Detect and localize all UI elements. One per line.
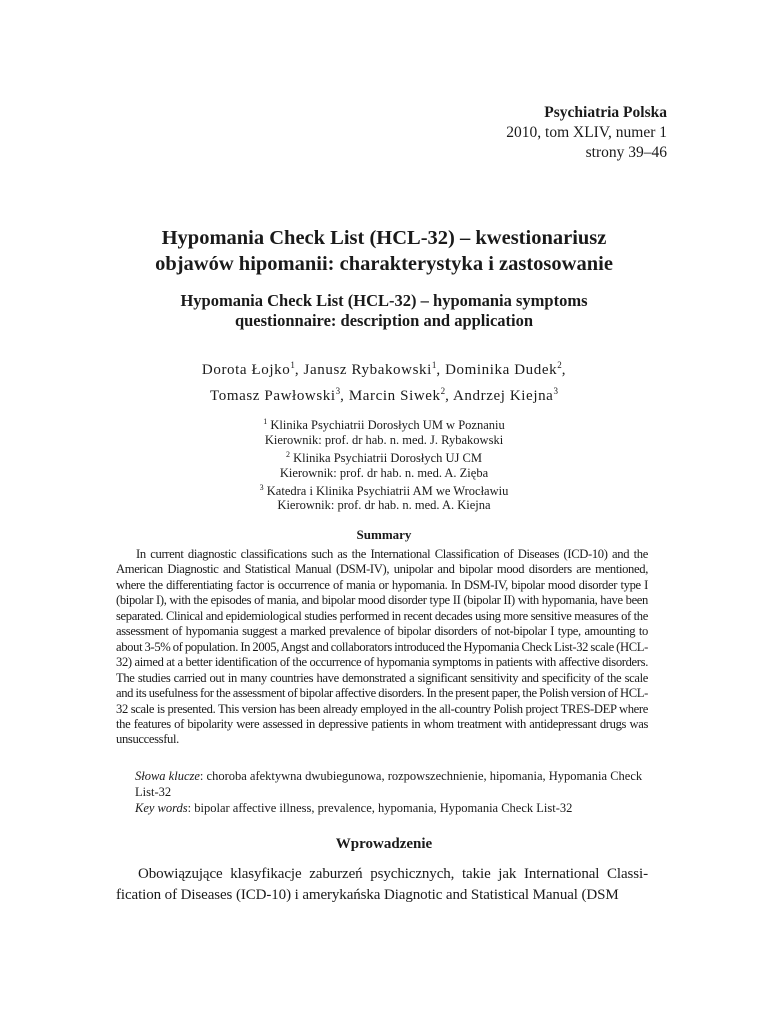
keywords-polish-label: Słowa klucze: [135, 769, 200, 783]
journal-info: [506, 103, 667, 163]
keywords-english-label: Key words: [135, 801, 188, 816]
affiliation-text: Kierownik: prof. dr hab. n. med. A. Kiejna: [277, 498, 491, 513]
author-affiliation-mark: 2: [440, 386, 446, 396]
summary-text: In current diagnostic classifications such as the International Classification of Diseases (ICD-10) and the American Diagnostic and Statistical Manual (DSM-IV), unipolar and bipolar mood disorders are mentioned, where the differentiating factor is occurrence of mania or hypomania. In DSM-IV, bipolar mood disorder type I (bipolar I), with the episodes of mania, and bipolar mood disorder type II (bipolar II) with hypomania, have been separated. Clinical and epidemiological studies performed in recent decades using more sensitive measures of the assessment of hypomania suggest a marked prevalence of bipolar disorders of not-bipolar I type, amounting to about 3-5% of population. In 2005, Angst and collaborators introduced the Hypomania Check List-32 scale (HCL-32) aimed at a better identification of the occurrence of hypomania symptoms in patients with affective disorders. The studies carried out in many countries have demonstrated a significant sensitivity and specificity of the scale and its usefulness for the assessment of bipolar affective disorders. In the present paper, the Polish version of HCL-32 scale is presented. This version has been already employed in the all-country Polish project TRES-DEP where the features of bipolarity were assessed in depressive patients in whom treatment with antidepressant drugs was unsuccessful.: [116, 547, 648, 747]
affiliation-text: Kierownik: prof. dr hab. n. med. A. Zięba: [279, 465, 489, 480]
affiliation-mark: 3: [259, 482, 264, 492]
section-heading: Wprowadzenie: [335, 836, 433, 852]
keywords-polish-text: : choroba afektywna dwubiegunowa, rozpowszechnienie, hipomania, Hypomania Check List-32: [135, 769, 643, 800]
author-name: Tomasz Pawłowski: [210, 388, 336, 404]
affiliation-text: Kierownik: prof. dr hab. n. med. J. Rybakowski: [264, 432, 504, 447]
author-separator: ,: [340, 388, 349, 404]
affiliation-mark: 1: [263, 417, 268, 426]
keywords-english-text: : bipolar affective illness, prevalence, hypomania, Hypomania Check List-32: [187, 801, 573, 816]
title-polish-line-2: objawów hipomanii: charakterystyka i zastosowanie: [155, 253, 613, 275]
title-polish-line-1: Hypomania Check List (HCL-32) – kwestionariusz: [161, 227, 607, 249]
author-affiliation-mark: 2: [557, 360, 562, 370]
author-name: Andrzej Kiejna: [453, 388, 554, 404]
keywords-block: [135, 768, 655, 817]
affiliation-line: [0, 481, 768, 499]
author-affiliation-mark: 1: [431, 360, 437, 370]
journal-pages: strony 39–46: [585, 144, 667, 161]
affiliation-line: [0, 498, 768, 513]
keywords-english: [135, 800, 655, 816]
affiliation-line: [0, 466, 768, 481]
affiliation-text: Klinika Psychiatrii Dorosłych UJ CM: [289, 450, 482, 465]
author-list: [0, 355, 768, 407]
author-name: Marcin Siwek: [348, 388, 441, 404]
summary-heading: Summary: [356, 527, 412, 542]
affiliation-line: [0, 448, 768, 466]
affiliation-line: [0, 433, 768, 448]
journal-name: Psychiatria Polska: [544, 104, 667, 121]
author-affiliation-mark: 3: [553, 386, 558, 396]
affiliation-text: Klinika Psychiatrii Dorosłych UM w Poznaniu: [267, 418, 505, 433]
section-body-text: Obowiązujące klasyfikacje zaburzeń psychicznych, takie jak International Classi-fication of Diseases (ICD-10) i amerykańska Diagnotic and Statistical Manual (DSM: [116, 866, 648, 903]
author-affiliation-mark: 1: [290, 360, 295, 370]
title-english-line-1: Hypomania Check List (HCL-32) – hypomania symptoms: [180, 291, 588, 310]
author-name: Dominika Dudek: [445, 362, 558, 378]
title-polish: [0, 225, 768, 277]
author-line-1: [0, 355, 768, 381]
keywords-polish: [135, 768, 655, 800]
author-affiliation-mark: 3: [335, 386, 341, 396]
author-name: Dorota Łojko: [201, 362, 291, 378]
author-separator: ,: [561, 362, 567, 378]
affiliation-line: [0, 415, 768, 433]
title-english-line-2: questionnaire: description and application: [234, 311, 534, 330]
affiliation-mark: 2: [285, 449, 290, 459]
author-separator: ,: [294, 362, 304, 378]
affiliations: [0, 415, 768, 513]
author-name: Janusz Rybakowski: [303, 362, 432, 378]
journal-volume: 2010, tom XLIV, numer 1: [506, 124, 667, 141]
author-line-2: [0, 381, 768, 407]
author-separator: ,: [445, 388, 453, 404]
author-separator: ,: [436, 362, 446, 378]
affiliation-text: Katedra i Klinika Psychiatrii AM we Wrocławiu: [263, 483, 509, 498]
title-english: [0, 291, 768, 331]
